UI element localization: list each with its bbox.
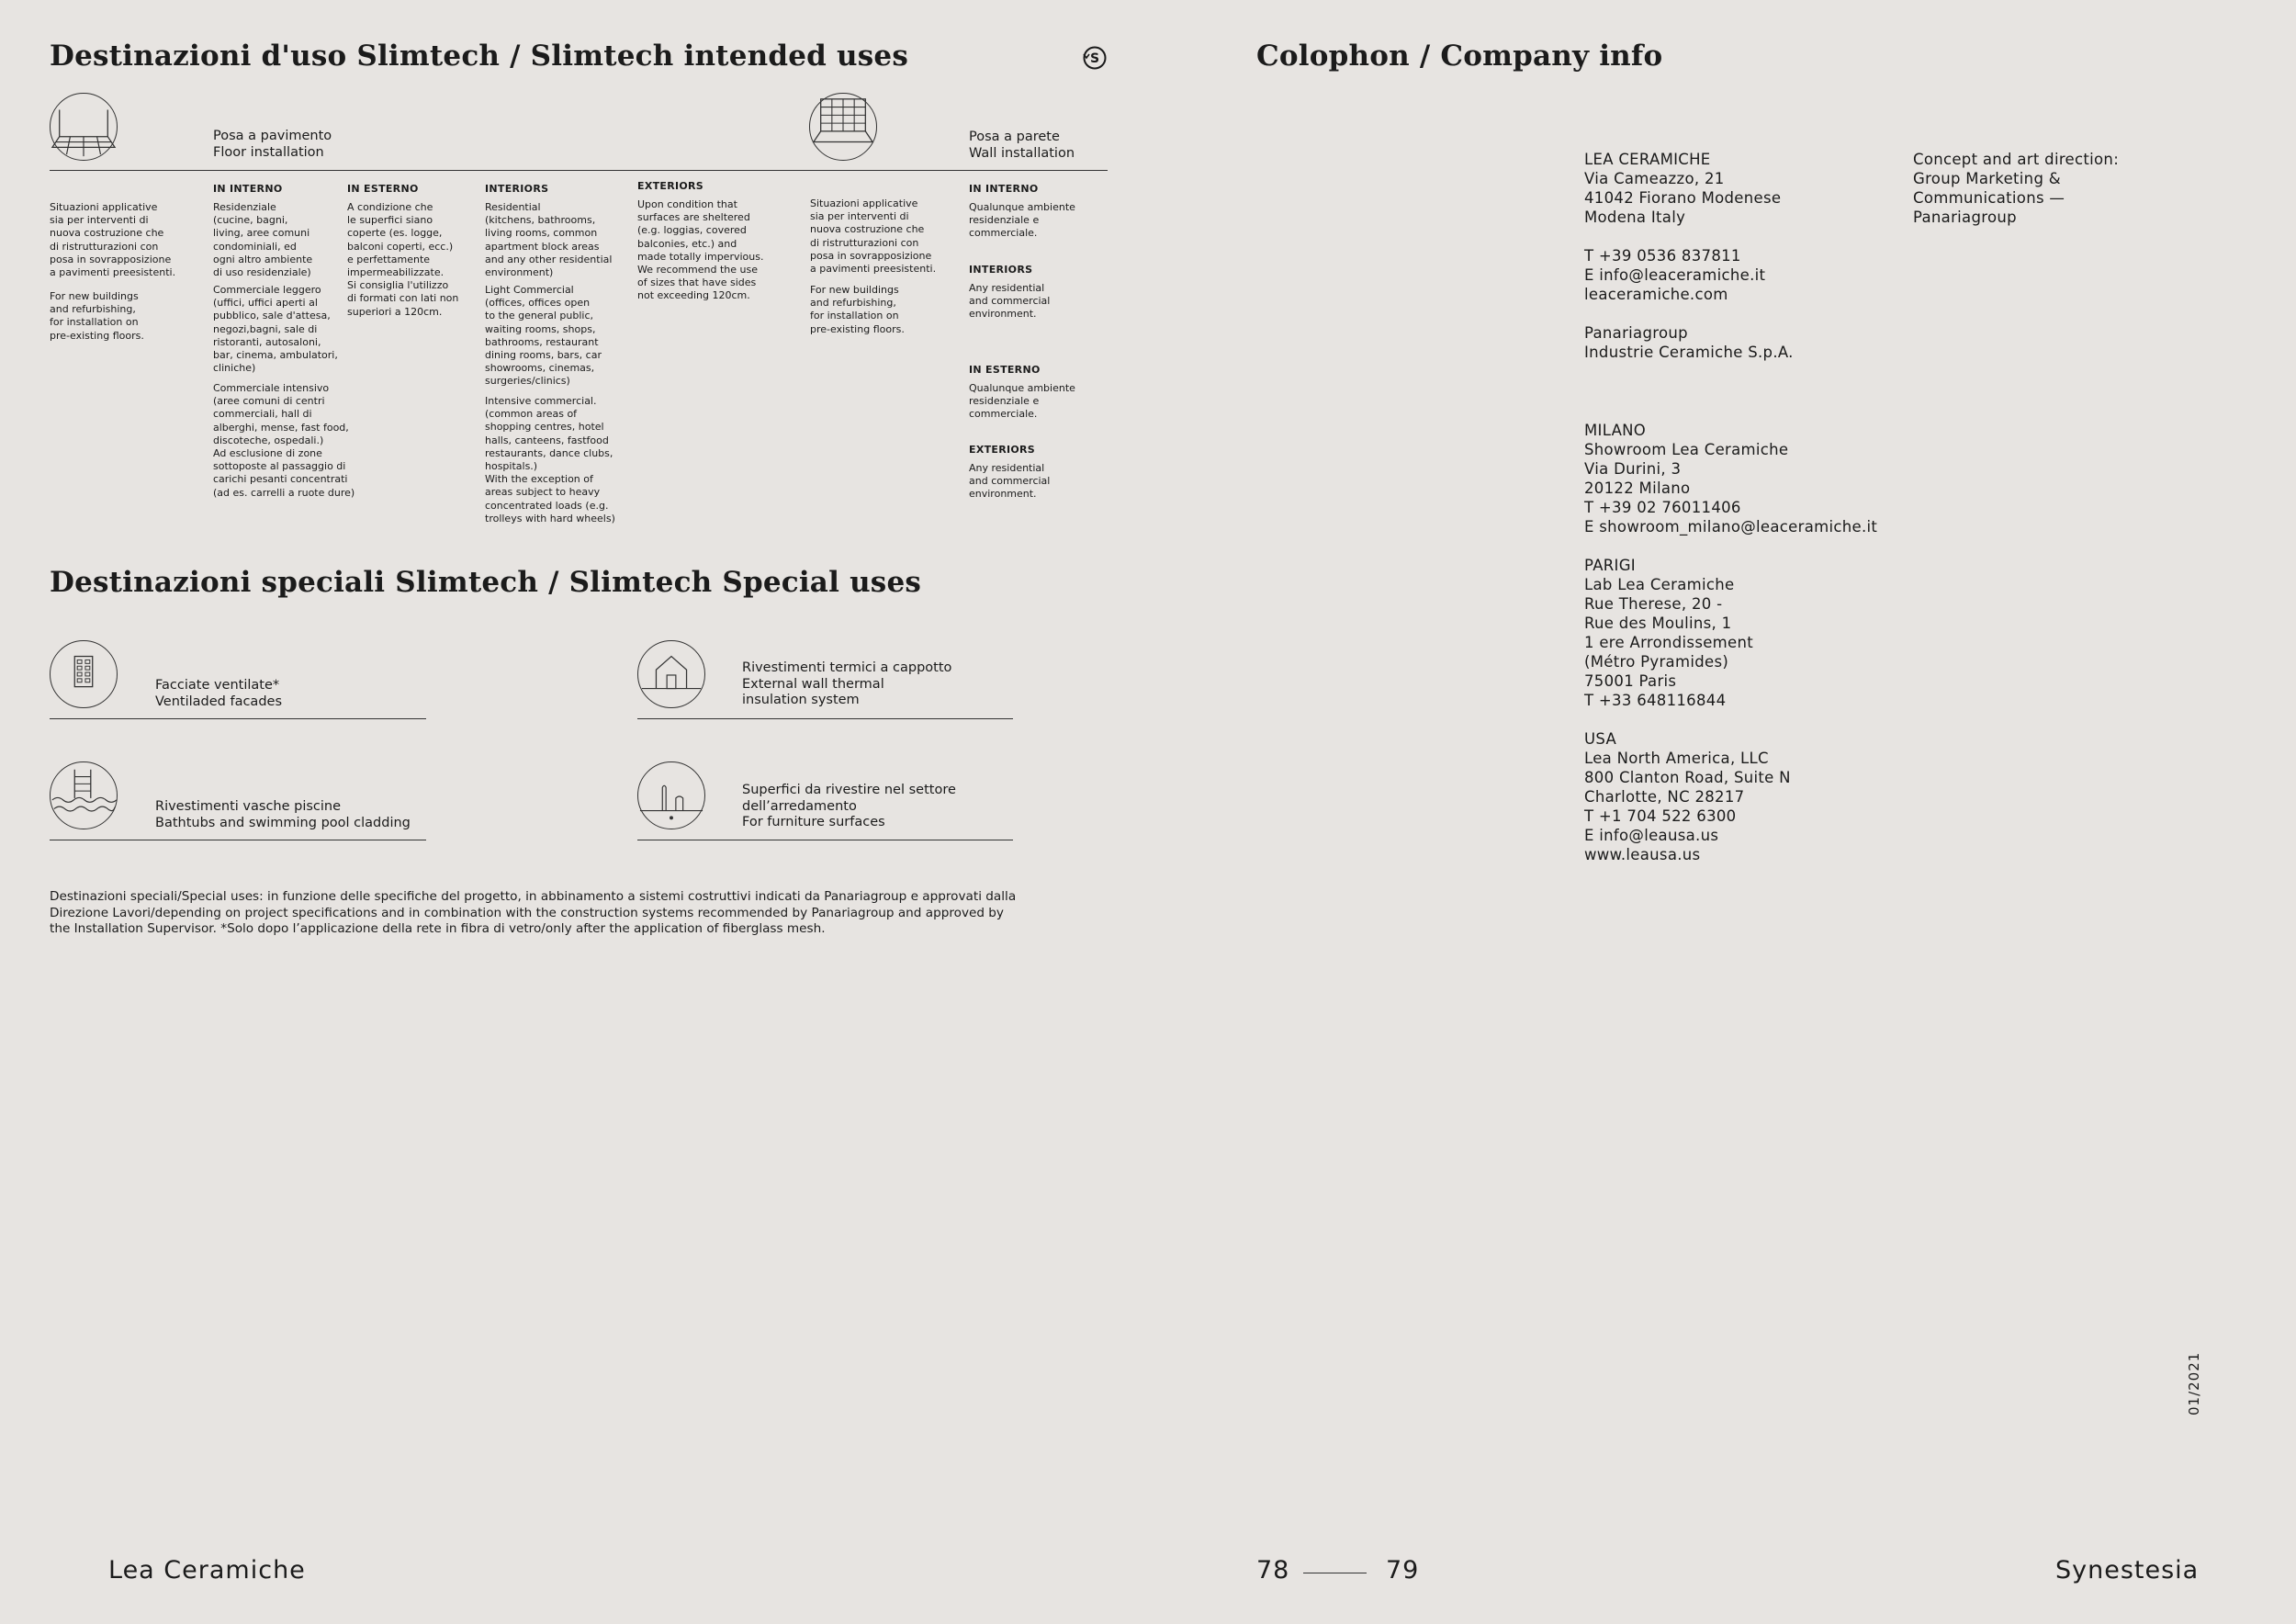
uses-title: Destinazioni d'uso Slimtech / Slimtech intended uses <box>50 39 908 73</box>
floor-installation-label: Posa a pavimento Floor installation <box>213 129 332 160</box>
milano-showroom: MILANO Showroom Lea Ceramiche Via Durini, 3 20122 Milano T +39 02 76011406 E showroom_milano@leaceramiche.it <box>1584 422 1878 536</box>
wall-in-esterno-heading: IN ESTERNO <box>969 364 1041 376</box>
wall-interiors-heading: INTERIORS <box>969 264 1033 276</box>
floor-in-interno-intensive: Commerciale intensivo (aree comuni di centri commerciali, hall di alberghi, mense, fast food, discoteche, ospedali.) Ad esclusione di zone sottoposte al passaggio di carichi pesanti concentrati (ad es. carrelli a ruote dure) <box>213 382 355 499</box>
wall-in-interno-heading: IN INTERNO <box>969 183 1039 195</box>
building-facade-icon <box>50 640 118 708</box>
facades-label: Facciate ventilate* Ventiladed facades <box>155 678 282 709</box>
floor-exteriors-text: Upon condition that surfaces are sheltered (e.g. loggias, covered balconies, etc.) and made totally impervious. We recommend the use of sizes that have sides not exceeding 120cm. <box>637 198 764 302</box>
floor-exteriors-heading: EXTERIORS <box>637 180 704 192</box>
swimming-pool-icon <box>50 761 118 829</box>
special-uses-title: Destinazioni speciali Slimtech / Slimtech Special uses <box>50 566 922 599</box>
date-code: 01/2021 <box>2186 1351 2202 1415</box>
footer-brand: Lea Ceramiche <box>108 1556 306 1585</box>
floor-interiors-intensive: Intensive commercial. (common areas of shopping centres, hotel halls, canteens, fastfood restaurants, dance clubs, hospitals.) With the exception of areas subject to heavy concentrated loads (e.g. trolleys with hard wheels) <box>485 395 615 524</box>
floor-in-esterno-heading: IN ESTERNO <box>347 183 419 195</box>
furniture-icon <box>637 761 705 829</box>
svg-text:S: S <box>1089 51 1100 66</box>
floor-interiors-light: Light Commercial (offices, offices open to the general public, waiting rooms, shops, bathrooms, restaurant dining rooms, bars, car showrooms, cinemas, surgeries/clinics) <box>485 284 602 388</box>
furniture-label: Superfici da rivestire nel settore dell’arredamento For furniture surfaces <box>742 783 956 829</box>
credits: Concept and art direction: Group Marketing & Communications — Panariagroup <box>1913 151 2120 226</box>
wall-exteriors-text: Any residential and commercial environment. <box>969 462 1051 501</box>
wall-situations-it: Situazioni applicative sia per interventi di nuova costruzione che di ristrutturazioni con posa in sovrapposizione a pavimenti preesistenti. <box>810 197 937 276</box>
thermal-divider <box>637 718 1013 719</box>
usa-office: USA Lea North America, LLC 800 Clanton Road, Suite N Charlotte, NC 28217 T +1 704 522 6300 E info@leausa.us www.leausa.us <box>1584 730 1791 863</box>
uses-divider <box>50 170 1108 171</box>
wall-in-interno-text: Qualunque ambiente residenziale e commerciale. <box>969 201 1075 240</box>
page-number-left: 78 <box>1256 1556 1290 1585</box>
company-info: LEA CERAMICHE Via Cameazzo, 21 41042 Fiorano Modenese Modena Italy T +39 0536 837811 E info@leaceramiche.it leaceramiche.com Panariagroup Industrie Ceramiche S.p.A. <box>1584 151 1794 361</box>
special-uses-note: Destinazioni speciali/Special uses: in funzione delle specifiche del progetto, in abbinamento a sistemi costruttivi indicati da Panariagroup e approvati dalla Direzione Lavori/depending on project specifications and in combination with the construction systems recommended by Panariagroup and approved by the Installation Supervisor. *Solo dopo l’applicazione della rete in fibra di vetro/only after the application of fiberglass mesh. <box>50 889 1017 936</box>
floor-in-interno-light: Commerciale leggero (uffici, uffici aperti al pubblico, sale d'attesa, negozi,bagni, sale di ristoranti, autosaloni, bar, cinema, ambulatori, cliniche) <box>213 284 338 375</box>
facades-divider <box>50 718 426 719</box>
wall-installation-icon <box>809 93 877 161</box>
floor-in-esterno-text: A condizione che le superfici siano coperte (es. logge, balconi coperti, ecc.) e perfettamente impermeabilizzate. Si consiglia l'utilizzo di formati con lati non superiori a 120cm. <box>347 201 459 318</box>
colophon-title: Colophon / Company info <box>1256 39 1663 73</box>
floor-interiors-residential: Residential (kitchens, bathrooms, living rooms, common apartment block areas and any other residential environment) <box>485 201 613 279</box>
house-icon <box>637 640 705 708</box>
slimtech-logo-icon <box>1082 45 1108 71</box>
floor-interiors-heading: INTERIORS <box>485 183 549 195</box>
pools-label: Rivestimenti vasche piscine Bathtubs and swimming pool cladding <box>155 799 411 830</box>
wall-installation-label: Posa a parete Wall installation <box>969 130 1075 161</box>
parigi-lab: PARIGI Lab Lea Ceramiche Rue Therese, 20 - Rue des Moulins, 1 1 ere Arrondissement (Métro Pyramides) 75001 Paris T +33 648116844 <box>1584 557 1754 709</box>
wall-exteriors-heading: EXTERIORS <box>969 444 1036 456</box>
floor-in-interno-heading: IN INTERNO <box>213 183 283 195</box>
wall-interiors-text: Any residential and commercial environment. <box>969 282 1051 321</box>
thermal-insulation-label: Rivestimenti termici a cappotto External wall thermal insulation system <box>742 660 952 707</box>
floor-situations-en: For new buildings and refurbishing, for installation on pre-existing floors. <box>50 290 144 342</box>
floor-in-interno-residential: Residenziale (cucine, bagni, living, aree comuni condominiali, ed ogni altro ambiente di uso residenziale) <box>213 201 313 279</box>
floor-situations-it: Situazioni applicative sia per interventi di nuova costruzione che di ristrutturazioni con posa in sovrapposizione a pavimenti preesistenti. <box>50 201 176 279</box>
wall-situations-en: For new buildings and refurbishing, for installation on pre-existing floors. <box>810 284 905 335</box>
wall-in-esterno-text: Qualunque ambiente residenziale e commerciale. <box>969 382 1075 421</box>
floor-installation-icon <box>50 93 118 161</box>
footer-collection: Synestesia <box>2055 1556 2200 1585</box>
page-number-right: 79 <box>1386 1556 1420 1585</box>
